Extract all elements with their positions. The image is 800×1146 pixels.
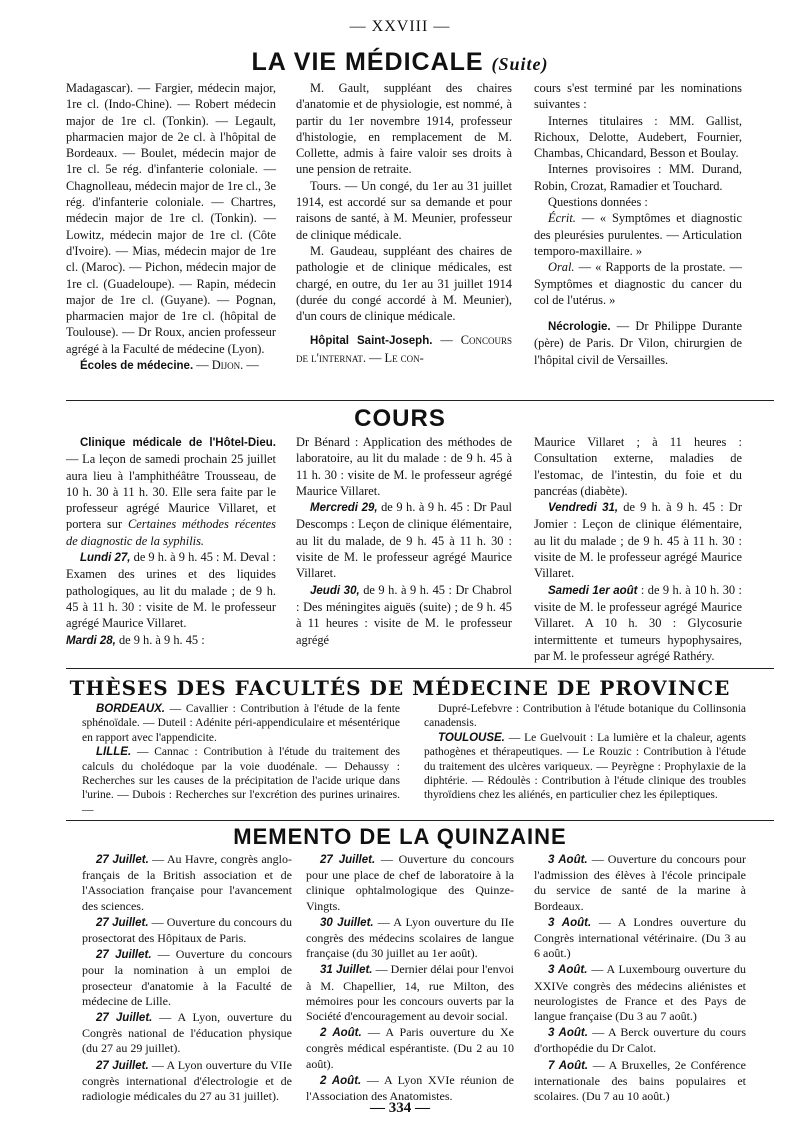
memento-item: 3 Août. — Ouverture du concours pour l'admission des élèves à l'école principale du service de santé de la marine à Bordeaux. [534, 852, 746, 913]
hopital-heading: Hôpital Saint-Joseph. [310, 335, 433, 348]
mercredi-label: Mercredi 29, [310, 502, 378, 515]
theses-title: THÈSES DES FACULTÉS DE MÉDECINE DE PROVINCE [69, 676, 731, 700]
samedi-label: Samedi 1er août [548, 584, 638, 597]
divider [66, 400, 774, 401]
memento-item: 31 Juillet. — Dernier délai pour l'envoi à M. Chapellier, 14, rue Milton, des mémoires pour les concours ouverts par la Société d'encouragement au devoir social. [306, 962, 514, 1024]
memento-item: 3 Août. — A Luxembourg ouverture du XXIVe congrès des médecins aliénistes et neurologistes de France et des Pays de langue française (Du 3 au 7 août.) [534, 962, 746, 1024]
memento-item: 27 Juillet. — Ouverture du concours du prosectorat des Hôpitaux de Paris. [82, 914, 292, 946]
toulouse-label: TOULOUSE. [438, 731, 505, 744]
ecrit-text: — « Symptômes et diagnostic des pleurésies purulentes. — Articulation temporo-maxillaire. » [534, 211, 742, 258]
clinique-text: — La leçon de samedi prochain 25 juillet aura lieu à l'amphithéâtre Trousseau, de 10 h. 30 à 11 h. 30. Elle sera faite par le professeur agrégé Maurice Villaret, et portera sur [66, 452, 276, 532]
oral-label: Oral. [548, 260, 575, 275]
jeudi-label: Jeudi 30, [310, 584, 360, 597]
memento-item: 3 Août. — A Berck ouverture du cours d'orthopédie du Dr Calot. [534, 1025, 747, 1056]
memento-item: 27 Juillet. — Au Havre, congrès anglo-français de la British association et de l'Association française pour l'avancement des sciences. [82, 852, 292, 913]
section-title-vie-medicale [0, 48, 800, 77]
memento-column-2 [306, 852, 514, 1105]
mardi-label: Mardi 28, [66, 634, 116, 647]
lundi-text: de 9 h. à 9 h. 45 : M. Deval : Examen des urines et des liquides pathologiques, au lit du malade ; de 9 h. 45 à 11 h. 30 : visite de M. le professeur agrégé Maurice Villaret. [66, 550, 276, 631]
vie-col3-p2: Internes titulaires : MM. Gallist, Richoux, Delotte, Audebert, Fournier, Chambas, Chicandard, Besson et Boulay. [534, 113, 742, 161]
memento-column-3 [534, 852, 746, 1105]
clinique-italic: Certaines méthodes récentes de diagnostic de la syphilis. [66, 517, 276, 548]
samedi-text: : de 9 h. à 10 h. 30 : visite de M. le professeur agrégé Maurice Villaret. A 10 h. 30 : Glycosurie intermittente et tumeurs hypophysaires, par M. le professeur agrégé Rathéry. [534, 582, 742, 663]
mardi-text: de 9 h. à 9 h. 45 : [115, 632, 205, 647]
cours-column-3 [534, 434, 742, 664]
lille-text: — Cannac : Contribution à l'étude du traitement des calculs du cholédoque par la voie duodénale. — Dehaussy : Recherches sur les causes de la précipitation de l'acide urique dans l'urine. — Dubois : Recherches sur l'excrétion des purines urinaires. — [82, 746, 400, 816]
memento-item: 27 Juillet. — Ouverture du concours pour la nomination à un emploi de prosecteur d'anatomie à la Faculté de médecine de Lille. [82, 947, 292, 1008]
vie-medicale-title: LA VIE MÉDICALE [251, 48, 484, 76]
memento-item: 3 Août. — A Londres ouverture du Congrès international vétérinaire. (Du 3 au 6 août.) [534, 914, 746, 961]
toulouse-text: — Le Guelvouit : La lumière et la chaleur, agents pathogènes et thérapeutiques. — Le Rouzic : Contribution à l'étude du traitement des ulcères variqueux. — Peyrègne : Prophylaxie de la diphtérie. — Rédoulès : Contribution à l'étude clinique des troubles thyroïdiens chez les aliénés, en particulier chez les épileptiques. [424, 731, 746, 802]
vie-column-1 [66, 80, 276, 374]
memento-item: 2 Août. — A Paris ouverture du Xe congrès médical espérantiste. (Du 2 au 10 août). [306, 1025, 515, 1071]
roman-folio: — XXVIII — [349, 18, 451, 35]
necrologie-text: — Dr Philippe Durante (père) de Paris. Dr Vilon, chirurgien de l'hôpital civil de Versailles. [534, 319, 742, 367]
lundi-label: Lundi 27, [80, 552, 131, 565]
dupre-text: Dupré-Lefebvre : Contribution à l'étude botanique du Collinsonia canadensis. [424, 703, 746, 730]
vendredi-label: Vendredi 31, [548, 502, 619, 515]
ecoles-text: — Dijon. — [193, 358, 259, 373]
memento-title: MEMENTO DE LA QUINZAINE [233, 824, 567, 849]
memento-item: 7 Août. — A Bruxelles, 2e Conférence internationale des bains populaires et scolaires. (Du 7 au 10 août.) [534, 1057, 746, 1104]
divider [66, 668, 774, 669]
memento-column-1 [82, 852, 292, 1105]
cours-column-1 [66, 434, 276, 649]
vie-col2-p3: M. Gaudeau, suppléant des chaires de pathologie et de clinique médicales, est chargé, en outre, du 1er au 31 juillet 1914 (durée du congé accordé à M. Meunier), d'un cours de clinique médicale. [296, 243, 512, 324]
page-number: — 334 — [370, 1100, 430, 1116]
divider [66, 820, 774, 821]
necrologie-heading: Nécrologie. [548, 321, 611, 334]
vie-col2-p2: Tours. — Un congé, du 1er au 31 juillet 1914, est accordé sur sa demande et pour raisons de santé, à M. Meunier, professeur de clinique médicale. [296, 178, 512, 242]
ecrit-label: Écrit. [548, 211, 576, 226]
bordeaux-text: — Cavallier : Contribution à l'étude de la fente sphénoïdale. — Duteil : Adénite péri-appendiculaire et mésentérique en rapport avec l'appendicite. [82, 703, 400, 744]
mercredi-text: de 9 h. à 9 h. 45 : Dr Paul Descomps : Leçon de clinique élémentaire, au lit du malade, de 9 h. 45 à 11 h. 30 : visite de M. le professeur agrégé Maurice Villaret. [296, 500, 512, 581]
suite-label: (Suite) [491, 54, 549, 74]
cours-col2-p1: Dr Bénard : Application des méthodes de laboratoire, au lit du malade : de 9 h. 45 à 11 h. 30 : visite de M. le professeur agrégé Maurice Villaret. [296, 435, 512, 498]
cours-title: COURS [354, 405, 446, 432]
lille-label: LILLE. [96, 746, 132, 759]
vie-column-3 [534, 80, 742, 368]
vendredi-text: de 9 h. à 9 h. 45 : Dr Jomier : Leçon de clinique élémentaire, au lit du malade ; de 9 h. 45 à 11 h. 30 : visite de M. le professeur agrégé Maurice Villaret. [534, 500, 742, 581]
jeudi-text: de 9 h. à 9 h. 45 : Dr Chabrol : Des méningites aiguës (suite) ; de 9 h. 45 à 11 heures : visite de M. le professeur agrégé [296, 582, 512, 647]
vie-col3-p1: cours s'est terminé par les nominations suivantes : [534, 81, 742, 112]
vie-col2-p1: M. Gault, suppléant des chaires d'anatomie et de physiologie, est nommé, à partir du 1er novembre 1914, professeur d'histologie, en remplacement de M. Collette, admis à faire valoir ses droits à une pension de retraite. [296, 81, 512, 177]
memento-item: 2 Août. — A Lyon XVIe réunion de l'Association des Anatomistes. [306, 1072, 514, 1104]
vie-col3-p3: Internes provisoires : MM. Durand, Robin, Crozat, Ramadier et Touchard. [534, 162, 742, 193]
theses-right-column [424, 702, 746, 803]
memento-item: 27 Juillet. — A Lyon, ouverture du Congrès national de l'éducation physique (du 27 au 29 juillet). [82, 1010, 292, 1056]
cours-col3-p1: Maurice Villaret ; à 11 heures : Consultation externe, maladies de l'estomac, de l'intestin, du foie et du pancréas (diabète). [534, 435, 742, 498]
cours-column-2 [296, 434, 512, 648]
ecoles-heading: Écoles de médecine. [80, 360, 194, 373]
vie-col3-p4: Questions données : [548, 195, 648, 210]
clinique-heading: Clinique médicale de l'Hôtel-Dieu. [80, 437, 276, 449]
memento-item: 30 Juillet. — A Lyon ouverture du IIe congrès des médecins scolaires de langue française (du 30 juillet au 1er août). [306, 914, 514, 961]
bordeaux-label: BORDEAUX. [96, 703, 166, 715]
theses-left-column [82, 702, 400, 817]
hopital-text: — Concours de l'internat. — Le con- [296, 333, 512, 365]
oral-text: — « Rapports de la prostate. — Symptômes et diagnostic du cancer du col de l'utérus. » [534, 260, 742, 307]
memento-item: 27 Juillet. — A Lyon ouverture du VIIe congrès international d'électrologie et de radiologie médicales du 27 au 31 juillet). [82, 1057, 292, 1104]
memento-item: 27 Juillet. — Ouverture du concours pour une place de chef de laboratoire à la clinique ophtalmologique des Quinze-Vingts. [306, 852, 514, 913]
vie-col1-text: Madagascar). — Fargier, médecin major, 1re cl. (Indo-Chine). — Robert médecin major de 1re cl. (Tonkin). — Legault, pharmacien major de 2e cl. à l'hôpital de Bordeaux. — Boulet, médecin major de 1re cl. 5e rég. d'infanterie coloniale. — Chagnolleau, médecin major de 1re cl., 3e rég. d'infanterie coloniale. — Chartres, médecin major de 1re cl. (Tonkin). — Lowitz, médecin major de 1re cl. (Côte d'Ivoire). — Mias, médecin major de 1re cl. (Maroc). — Pichon, médecin major de 1re cl. (Guadeloupe). — Rapin, médecin major de 1re cl. (Guyane). — Pognan, pharmacien major de 1re cl. (hôpital de Toulouse). — Dr Roux, ancien professeur agrégé à la Faculté de médecine (Lyon). [66, 81, 276, 356]
vie-column-2 [296, 80, 512, 366]
